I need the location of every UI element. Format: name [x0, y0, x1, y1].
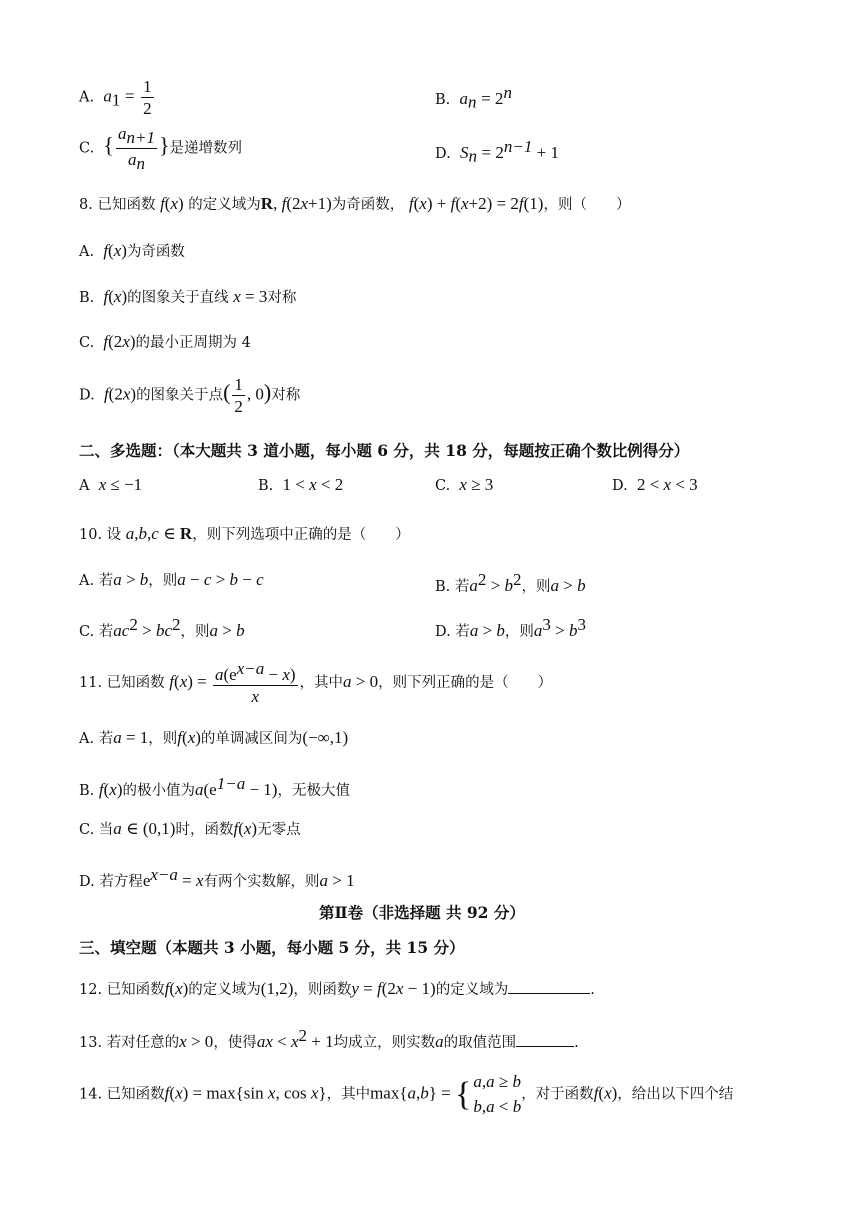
- q9-option-c: C. x ≥ 3: [435, 475, 494, 494]
- q7-option-a: A. $a_1$ = $\frac{1}{2}$: [79, 77, 152, 118]
- q9-option-b: B. 1 < x < 2: [258, 475, 344, 494]
- q14-stem: 14. 已知函数f(x) = max{sin x, cos x}，其中max{a,b} = { a,a ≥ b b,a < b ，对于函数f(x)，给出以下四个结: [79, 1072, 734, 1116]
- part-2-heading: 第Ⅱ卷（非选择题 共 92 分）: [319, 903, 525, 922]
- q9-option-d: D. 2 < x < 3: [612, 475, 698, 494]
- q10-option-a: A. 若a > b，则a − c > b − c: [79, 570, 264, 589]
- q10-stem: 10. 设 a,b,c ∈ R，则下列选项中正确的是（ ）: [79, 524, 410, 543]
- fraction: $\frac{1}{2}$: [143, 77, 152, 118]
- q8-option-c: C. f(2x)的最小正周期为 4: [79, 332, 251, 351]
- section-3-heading: 三、填空题（本题共 3 小题，每小题 5 分，共 15 分）: [79, 938, 465, 957]
- q11-stem: 11. 已知函数 f(x) = $\frac{a(e^{x-a} - x)}{x}$ ，其中a > 0，则下列正确的是（ ）: [79, 659, 553, 707]
- q10-option-d: D. 若a > b，则$a^3 > b^3$: [435, 615, 587, 640]
- q8-option-d: D. f(2x)的图象关于点( $\frac{1}{2}$ , 0)对称: [79, 375, 301, 416]
- q9-option-a: A x ≤ −1: [79, 475, 143, 494]
- answer-blank[interactable]: [516, 1046, 574, 1047]
- answer-blank[interactable]: [508, 993, 590, 994]
- q11-option-a: A. 若a = 1，则f(x)的单调减区间为(−∞,1): [79, 728, 349, 747]
- q10-option-c: C. 若$ac^2 > bc^2$，则a > b: [79, 615, 245, 640]
- q7-option-c: C. { $\frac{a_{n+1}}{a_n}$ }是递增数列: [79, 124, 243, 173]
- q7-option-d: D. $S_n = 2^{n-1} + 1$: [435, 137, 559, 166]
- q12-stem: 12. 已知函数f(x)的定义域为(1,2)，则函数y = f(2x − 1)的定义域为 .: [79, 979, 595, 998]
- q13-stem: 13. 若对任意的x > 0，使得ax < $x^2 + 1$均成立，则实数a的取值范围 .: [79, 1026, 579, 1051]
- q11-option-c: C. 当a ∈ (0,1)时，函数f(x)无零点: [79, 819, 301, 838]
- q8-option-b: B. f(x)的图象关于直线 x = 3对称: [79, 287, 297, 306]
- q7-option-b: B. $a_n = 2^n$: [435, 83, 512, 112]
- section-2-heading: 二、多选题：（本大题共 3 道小题，每小题 6 分，共 18 分，每题按正确个数比例得分）: [79, 441, 690, 460]
- q8-stem: 8. 已知函数 f(x) 的定义域为R, f(2x+1)为奇函数， f(x) + f(x+2) = 2f(1)，则（ ）: [79, 194, 631, 213]
- q10-option-b: B. 若$a^2 > b^2$，则a > b: [435, 570, 586, 595]
- q11-option-b: B. f(x)的极小值为$a(e^{1-a} - 1)$，无极大值: [79, 774, 350, 799]
- q11-option-d: D. 若方程$e^{x-a} = x$有两个实数解，则a > 1: [79, 865, 355, 890]
- q8-option-a: A. f(x)为奇函数: [79, 241, 185, 260]
